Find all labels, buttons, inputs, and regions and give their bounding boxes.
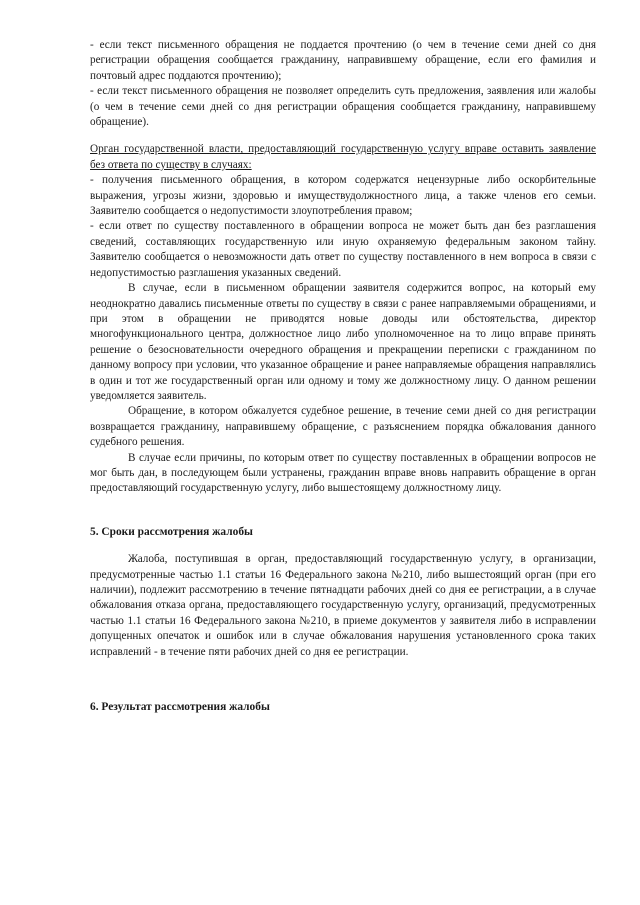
section-5-text: Жалоба, поступившая в орган, предоставляющий государственную услугу, в организации, предусмотренные частью 1.1 статьи 16 Федерального закона №210, либо вышестоящий орган (при его наличии), подлежит рассмотрению в течение пятнадцати рабочих дней со дня ее регистрации, а в случае обжалования отказа органа, предоставляющего государственную услугу, организаций, предусмотренных частью 1.1 статьи 16 Федерального закона №210, в приеме документов у заявителя либо в исправлении допущенных опечаток и ошибок или в случае обжалования нарушения установленного срока таких исправлений - в течение пяти рабочих дней со дня ее регистрации. <box>90 553 596 658</box>
section-6-title: 6. Результат рассмотрения жалобы <box>90 701 270 714</box>
document-page <box>90 38 596 715</box>
paragraph-court-decision: Обращение, в котором обжалуется судебное решение, в течение семи дней со дня регистрации возвращается гражданину, направившему обращение, с разъяснением порядка обжалования данного судебного решения. <box>90 405 596 449</box>
paragraph-repeated-appeals: В случае, если в письменном обращении заявителя содержится вопрос, на который ему неоднократно давались письменные ответы по существу в связи с ранее направляемыми обращениями, и при этом в обращении не приводятся новые доводы или обстоятельства, директор многофункционального центра, должностное лицо либо уполномоченное на то лицо вправе принять решение о безосновательности очередного обращения и прекращении переписки с гражданином по данному вопросу при условии, что указанное обращение и ранее направляемые обращения направлялись в один и тот же государственный орган или одному и тому же должностному лицу. О данном решении уведомляется заявитель. <box>90 282 596 402</box>
section-5-title: 5. Сроки рассмотрения жалобы <box>90 525 253 538</box>
spacer <box>90 497 596 525</box>
paragraph-no-answer-heading: Орган государственной власти, предоставляющий государственную услугу вправе оставить заявление без ответа по существу в случаях: <box>90 143 596 171</box>
spacer <box>90 540 596 552</box>
paragraph-reasons-eliminated: В случае если причины, по которым ответ по существу поставленных в обращении вопросов не мог быть дан, в последующем были устранены, гражданин вправе вновь направить обращение в орган предоставляющий государственную услугу, либо вышестоящему должностному лицу. <box>90 451 596 495</box>
paragraph-unreadable-text: - если текст письменного обращения не поддается прочтению (о чем в течение семи дней со дня регистрации обращения сообщается гражданину, направившему обращение, если его фамилия и почтовый адрес поддаются прочтению); <box>90 39 596 82</box>
spacer <box>90 660 596 700</box>
paragraph-secret-information: - если ответ по существу поставленного в обращении вопроса не может быть дан без разглашения сведений, составляющих государственную или иную охраняемую федеральным законом тайну. Заявителю сообщается о невозможности дать ответ по существу поставленного в нем вопроса в связи с недопустимостью разглашения указанных сведений. <box>90 220 596 279</box>
paragraph-obscene-content: - получения письменного обращения, в котором содержатся нецензурные либо оскорбительные выражения, угрозы жизни, здоровью и имуществудолжностного лица, а также членов его семьи. Заявителю сообщается о недопустимости злоупотребления правом; <box>90 174 596 218</box>
paragraph-undetermined-essence: - если текст письменного обращения не позволяет определить суть предложения, заявления или жалобы (о чем в течение семи дней со дня регистрации обращения сообщается гражданину, направившему обращение). <box>90 85 596 129</box>
spacer <box>90 130 596 142</box>
